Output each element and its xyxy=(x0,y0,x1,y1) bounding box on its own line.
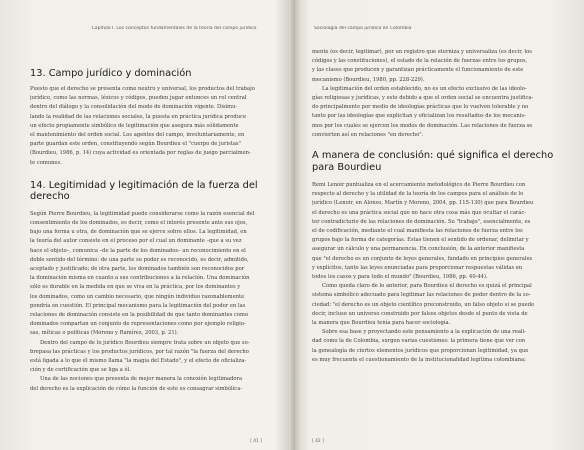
text-line: ciedad: "el derecho es un objeto científico preconstruido, un falso objeto si se puede xyxy=(312,301,535,308)
text-line: dad como la de Colombia, surgen varias cuestiones: la primera tiene que ver con xyxy=(312,338,526,345)
section-14-body xyxy=(30,210,278,394)
text-line: Dentro del campo de lo jurídico Bourdieu siempre trata sobre un objeto que so- xyxy=(40,339,250,346)
text-line: grupos bajo la forma de categorías. Estas tienen el sentido de ordenar, delimitar y xyxy=(312,237,529,244)
text-line: consentimiento de los dominados, es decir, como el interés presente ante sus ojos, xyxy=(30,220,248,227)
text-line: es muy frecuente el cuestionamiento de la institucionalidad legítima colombiana; xyxy=(312,356,526,363)
text-line: Sobre esa base y proyectando este pensamiento a la explicación de una reali- xyxy=(322,329,526,336)
text-line: mente (es decir, legitimar), por un registro que eterniza y universaliza (es decir, los xyxy=(312,49,532,55)
text-line: Remi Lenoir puntualiza en el acercamiento metodológico de Pierre Bourdieu con xyxy=(312,182,526,189)
text-line: el mantenimiento del orden social. Los agentes del campo, involuntariamente, en xyxy=(30,132,245,139)
conclusion-title: A manera de conclusión: qué significa el derecho para Bourdieu xyxy=(312,150,554,174)
section-13-title: 13. Campo jurídico y dominación xyxy=(30,68,192,79)
text-line: aceptado y justificado; de otra parte, los dominados también son reconocidos por xyxy=(30,266,245,273)
text-line: convierten así en relaciones "en derecho". xyxy=(312,131,424,138)
text-line: hace el objeto–, comunica –de la parte de los dominados– un reconocimiento en el xyxy=(30,247,246,254)
text-line: lando la realidad de las relaciones sociales, la puesta en práctica jurídica produce xyxy=(30,113,247,120)
text-line: Como queda claro de lo anterior, para Bourdieu el derecho es quizá el principal xyxy=(322,283,532,290)
text-line: el de codificación, mediante el cual manifiesta las relaciones de fuerza entre los xyxy=(312,228,523,235)
text-line: La legitimación del orden establecido, no es un efecto exclusivo de las ideolo- xyxy=(322,85,527,92)
text-line: te comunes. xyxy=(30,159,62,166)
text-line: Puesto que el derecho se presenta como neutro y universal, los productos del trabajo xyxy=(30,86,255,92)
text-line: sólo es durable en la medida en que se viva en la práctica, por los dominantes y xyxy=(30,284,241,291)
text-line: mecanismo (Bourdieu, 1980, pp. 228-229). xyxy=(312,76,425,83)
text-line: pondría en cuestión. El principal mecanismo para la legitimación del poder en las xyxy=(30,302,246,309)
text-line: sas, míticas o políticas (Moreno y Ramírez, 2003, p. 21). xyxy=(30,330,179,337)
text-line: del derecho es la explicación de cómo la función de este es consagrar simbólica- xyxy=(30,385,243,392)
text-line: relaciones de dominación consiste en la posibilidad de que tanto dominantes como xyxy=(30,312,249,319)
text-line: todos los casos y para todo el mundo" (Bourdieu, 1986, pp. 40-44). xyxy=(312,274,488,281)
text-line: tanto por las ideologías que explicitan y oficializan los resultados de los mecanis- xyxy=(312,113,526,120)
text-line: jurídico, como las normas, léxicos y códigos, pueden jugar entonces un rol central xyxy=(30,95,247,102)
conclusion-body xyxy=(312,181,566,365)
left-page xyxy=(0,0,290,450)
text-line: decir, incluso un universo construido por falsos objetos desde el punto de vista de xyxy=(312,310,528,317)
text-line: do principalmente por medio de ideologías prácticas que lo vuelven tolerable y no xyxy=(312,104,529,111)
text-line: Según Pierre Bourdieu, la legitimidad puede considerarse como la razón esencial del xyxy=(30,210,255,217)
page-number-left: [ 41 ] xyxy=(250,439,262,444)
text-line: que "el derecho es un conjunto de leyes generales, fundado en principios generales xyxy=(312,255,533,262)
text-line: doble sentido del término: de una parte su poder es reconocido, es decir, admitido, xyxy=(30,256,249,263)
text-line: mos por los cuales se ejercen los modos de dominación. Las relaciones de fuerza se xyxy=(312,122,533,129)
text-line: dominados compartan un conjunto de representaciones como por ejemplo religio- xyxy=(30,321,246,328)
text-line: y las clases que producen y garantizan prácticamente el funcionamiento de este xyxy=(312,67,524,74)
text-line: el derecho es una práctica social que no hace otra cosa más que ocultar el carác- xyxy=(312,209,527,216)
text-line: los dominados, como un cambio necesario, que ningún individuo razonablemente xyxy=(30,293,245,300)
text-line: parte guardan este orden, constituyendo según Bourdieu el "cuerpo de juristas" xyxy=(30,141,241,148)
text-line: la manera que Bourdieu tenía para hacer sociología. xyxy=(312,320,451,327)
page-number-right: [ 42 ] xyxy=(312,439,324,444)
text-line: dentro del diálogo y la consolidación del modo de dominación vigente. Disimu- xyxy=(30,104,238,111)
text-line: sistema simbólico adecuado para legitimar las relaciones de poder dentro de la so- xyxy=(312,292,531,299)
text-line: la teoría del autor consiste en el proceso por el cual un dominante –que a su vez xyxy=(30,238,242,245)
text-line: brepasa las prácticas y los productos jurídicos, por tal razón "la fuerza del derecho xyxy=(30,348,249,355)
text-line: bajo una forma u otra, de dominación que se ejerce sobre ellos. La legitimidad, en xyxy=(30,229,247,236)
text-line: jurídico (Lenoir, en Alonso, Martín y Moreno, 2004, pp. 115-130) que para Bourdieu xyxy=(312,200,534,207)
text-line: asegurar un cálculo y una permanencia. En conclusión, de la anterior manifiesta xyxy=(312,246,525,253)
text-line: (Bourdieu, 1986, p. 14) cuya actividad es orientada por reglas de juego parcialmen- xyxy=(30,150,251,157)
text-line: ter contradictorio de las relaciones de dominación. Su "trabajo", esencialmente, es xyxy=(312,218,531,225)
section-13-body xyxy=(30,85,278,168)
text-line: la dominación misma en cuanto a sus contribuciones a la relación. Una dominación xyxy=(30,275,250,282)
right-page xyxy=(300,0,584,450)
text-line: respecto al derecho y la utilidad de la teoría de los campos para el análisis de lo xyxy=(312,191,524,198)
running-header-right: Sociología del campo jurídico en Colombia xyxy=(314,26,412,31)
text-line: la genealogía de ciertos elementos jurídicos que proporcionan legitimidad, ya que xyxy=(312,347,529,354)
text-line: Una de las nociones que presenta de mejor manera la conexión legitimadora xyxy=(40,376,243,383)
text-line: está ligada a lo que él mismo llama "la magia del Estado", y el efecto de oficializa- xyxy=(30,358,247,365)
section-14-title: 14. Legitimidad y legitimación de la fuerza del derecho xyxy=(30,179,258,202)
text-line: un efecto propiamente simbólico de legitimación que asegura más sólidamente xyxy=(30,122,239,129)
text-line: y explícitos, tanto las leyes enunciadas para proporcionar respuestas válidas en xyxy=(312,264,523,271)
right-top-body xyxy=(312,48,566,140)
text-line: códigos y las constituciones), el estado de la relación de fuerzas entre los grupos, xyxy=(312,58,528,65)
text-line: ción y de certificación que se liga a él. xyxy=(30,367,131,374)
running-header-left: Capítulo I. Los conceptos fundamentales de la teoría del campo jurídico xyxy=(91,26,257,31)
text-line: gías religiosas y jurídicas, y esto debido a que el orden social se encuentra justifica- xyxy=(312,95,534,102)
